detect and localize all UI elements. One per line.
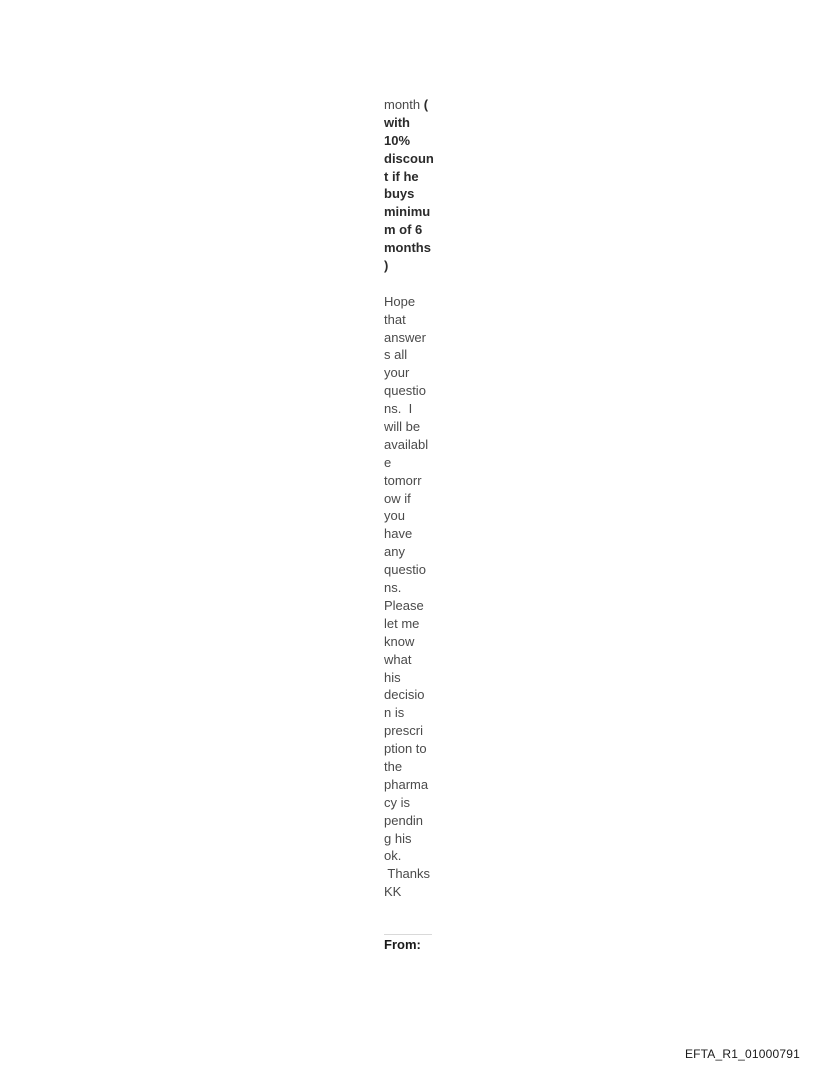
discount-note [384,114,436,275]
discount-line: minimu [384,204,431,220]
from-label: From: [384,937,421,952]
message-line: prescri [384,723,424,739]
message-line: decisio [384,687,425,703]
message-line: ow if [384,490,411,506]
document-id: EFTA_R1_01000791 [684,1047,800,1061]
discount-line: with [384,114,410,130]
message-line: the [384,758,403,774]
message-line: ption to [384,741,427,757]
discount-line: t if he [384,168,419,184]
message-line: tomorr [384,472,422,488]
message-line: availabl [384,436,429,452]
discount-line: m of 6 [384,222,423,238]
message-line: pendin [384,812,424,828]
message-line: e [384,454,392,470]
message-paragraph [384,293,436,901]
message-line: n is [384,705,405,721]
message-line: ns. I [384,401,413,417]
message-line: know [384,633,415,649]
message-line: Hope [384,293,416,309]
message-line: questio [384,383,426,399]
first-line-text: month [384,97,421,112]
message-line: what [384,651,412,667]
message-line: cy is [384,794,410,810]
discount-line: discoun [384,150,434,166]
message-line: will be [384,419,421,435]
message-line: ok. [384,848,402,864]
message-line: your [384,365,410,381]
discount-line: ) [384,258,389,274]
paragraph-spacer [384,275,436,293]
divider [384,934,432,935]
message-line: his [384,669,401,685]
discount-line: months [384,240,431,256]
first-line-bold: ( [423,97,429,112]
discount-line: 10% [384,132,411,148]
email-body-column [384,96,436,901]
message-line: you [384,508,405,524]
message-line: pharma [384,776,429,792]
message-line: s all [384,347,408,363]
discount-line: buys [384,186,415,202]
message-line: answer [384,329,426,345]
message-line: Please [384,597,424,613]
message-line: questio [384,562,426,578]
message-line: have [384,526,413,542]
message-line: KK [384,884,402,900]
message-line: ns. [384,580,402,596]
message-line: Thanks [384,866,431,882]
first-line [384,96,436,114]
message-line: that [384,311,406,327]
message-line: any [384,544,405,560]
message-line: let me [384,615,420,631]
message-line: g his [384,830,412,846]
